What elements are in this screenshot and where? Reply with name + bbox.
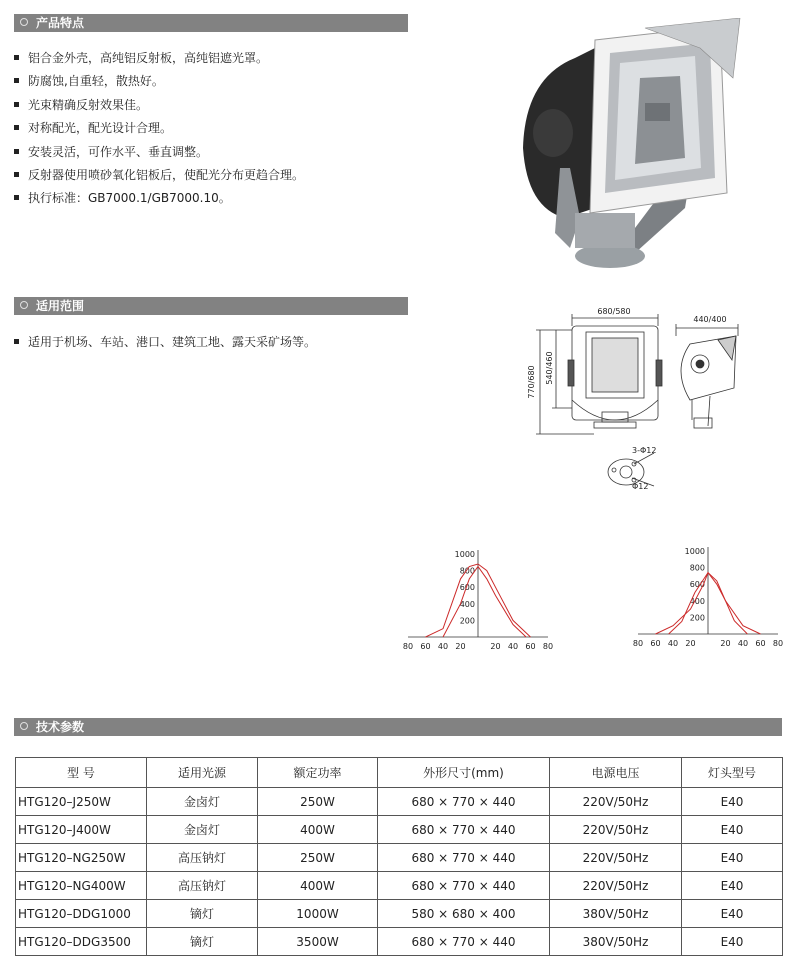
features-title: 产品特点	[36, 16, 85, 30]
table-cell: 680 × 770 × 440	[378, 872, 550, 900]
table-cell: HTG120–NG250W	[16, 844, 147, 872]
table-cell: 680 × 770 × 440	[378, 816, 550, 844]
table-cell: 680 × 770 × 440	[378, 928, 550, 956]
hole-label-single: Φ12	[632, 482, 649, 491]
y-tick-label: 800	[459, 566, 475, 576]
x-tick-label: 60	[755, 639, 766, 648]
application-section-bar	[14, 297, 408, 315]
application-title: 适用范围	[36, 299, 85, 313]
feature-list	[14, 48, 304, 212]
circle-icon	[20, 18, 28, 26]
total-height-label: 770/680	[527, 365, 536, 399]
light-distribution-chart-2	[628, 537, 788, 657]
feature-text: 反射器使用喷砂氧化铝板后，使配光分布更趋合理。	[28, 167, 305, 182]
y-tick-label: 1000	[684, 547, 705, 556]
list-item	[14, 142, 304, 165]
column-header: 型 号	[16, 758, 147, 788]
table-cell: E40	[682, 816, 783, 844]
table-cell: 380V/50Hz	[550, 900, 682, 928]
table-cell: 镝灯	[147, 928, 258, 956]
table-cell: 220V/50Hz	[550, 788, 682, 816]
table-cell: 220V/50Hz	[550, 844, 682, 872]
distribution-curve	[443, 567, 526, 638]
x-tick-label: 40	[437, 642, 449, 651]
light-distribution-chart-1	[398, 540, 558, 660]
column-header: 外形尺寸(mm)	[378, 758, 550, 788]
y-tick-label: 800	[689, 563, 705, 573]
table-cell: HTG120–DDG3500	[16, 928, 147, 956]
table-header-row	[16, 758, 783, 788]
table-cell: 380V/50Hz	[550, 928, 682, 956]
y-tick-label: 600	[459, 583, 475, 593]
table-cell: 高压钠灯	[147, 872, 258, 900]
x-tick-label: 20	[490, 642, 501, 651]
list-item	[14, 188, 304, 211]
bullet-icon	[14, 78, 19, 83]
table-cell: 3500W	[258, 928, 378, 956]
list-item	[14, 332, 316, 355]
y-tick-label: 200	[459, 616, 475, 626]
table-cell: 1000W	[258, 900, 378, 928]
x-tick-label: 40	[737, 639, 749, 648]
table-cell: HTG120–J400W	[16, 816, 147, 844]
x-tick-label: 60	[420, 642, 431, 651]
spec-table	[15, 757, 783, 956]
table-row	[16, 788, 783, 816]
list-item	[14, 95, 304, 118]
y-tick-label: 600	[689, 580, 705, 590]
table-cell: E40	[682, 844, 783, 872]
x-tick-label: 80	[542, 642, 554, 651]
column-header: 电源电压	[550, 758, 682, 788]
feature-text: 安装灵活，可作水平、垂直调整。	[28, 144, 209, 159]
table-cell: 400W	[258, 816, 378, 844]
table-cell: E40	[682, 788, 783, 816]
table-cell: HTG120–DDG1000	[16, 900, 147, 928]
column-header: 适用光源	[147, 758, 258, 788]
table-cell: E40	[682, 872, 783, 900]
table-cell: 高压钠灯	[147, 844, 258, 872]
table-cell: 680 × 770 × 440	[378, 788, 550, 816]
feature-text: 铝合金外壳，高纯铝反射板，高纯铝遮光罩。	[28, 51, 269, 65]
bullet-icon	[14, 339, 19, 344]
table-cell: 250W	[258, 844, 378, 872]
table-row	[16, 816, 783, 844]
table-cell: HTG120–NG400W	[16, 872, 147, 900]
list-item	[14, 165, 304, 188]
y-tick-label: 400	[459, 599, 475, 609]
table-cell: 400W	[258, 872, 378, 900]
table-cell: E40	[682, 900, 783, 928]
specs-section-bar	[14, 718, 782, 736]
table-cell: 金卤灯	[147, 788, 258, 816]
specs-title: 技术参数	[36, 720, 85, 734]
table-cell: 220V/50Hz	[550, 872, 682, 900]
table-cell: HTG120–J250W	[16, 788, 147, 816]
floodlight-product-image	[515, 18, 745, 273]
application-list	[14, 332, 316, 355]
bullet-icon	[14, 172, 19, 177]
feature-text: 防腐蚀,自重轻，散热好。	[28, 74, 164, 89]
list-item	[14, 118, 304, 141]
hole-label-3: 3-Φ12	[632, 446, 657, 455]
x-tick-label: 20	[720, 639, 731, 648]
feature-text: 对称配光，配光设计合理。	[28, 121, 173, 136]
x-tick-label: 80	[772, 639, 784, 648]
table-cell: 250W	[258, 788, 378, 816]
table-cell: 680 × 770 × 440	[378, 844, 550, 872]
list-item	[14, 48, 304, 71]
x-tick-label: 20	[685, 639, 696, 648]
feature-text: 光束精确反射效果佳。	[28, 97, 149, 112]
table-row	[16, 928, 783, 956]
circle-icon	[20, 301, 28, 309]
bullet-icon	[14, 149, 19, 154]
x-tick-label: 60	[650, 639, 661, 648]
table-row	[16, 900, 783, 928]
table-cell: 580 × 680 × 400	[378, 900, 550, 928]
dimension-drawing	[522, 300, 762, 500]
table-cell: 镝灯	[147, 900, 258, 928]
bullet-icon	[14, 102, 19, 107]
table-row	[16, 844, 783, 872]
application-text: 适用于机场、车站、港口、建筑工地、露天采矿场等。	[28, 335, 317, 349]
table-cell: 220V/50Hz	[550, 816, 682, 844]
body-height-label: 540/460	[545, 351, 554, 385]
front-width-label: 680/580	[597, 307, 631, 316]
column-header: 灯头型号	[682, 758, 783, 788]
side-depth-label: 440/400	[693, 315, 727, 324]
x-tick-label: 80	[632, 639, 644, 648]
bullet-icon	[14, 55, 19, 60]
table-cell: 金卤灯	[147, 816, 258, 844]
y-tick-label: 400	[689, 596, 705, 606]
circle-icon	[20, 722, 28, 730]
y-tick-label: 200	[689, 613, 705, 623]
bullet-icon	[14, 125, 19, 130]
x-tick-label: 80	[402, 642, 414, 651]
table-cell: E40	[682, 928, 783, 956]
list-item	[14, 71, 304, 94]
features-section-bar	[14, 14, 408, 32]
x-tick-label: 40	[667, 639, 679, 648]
x-tick-label: 40	[507, 642, 519, 651]
bullet-icon	[14, 195, 19, 200]
table-row	[16, 872, 783, 900]
y-tick-label: 1000	[454, 550, 475, 559]
column-header: 额定功率	[258, 758, 378, 788]
feature-text: 执行标准：GB7000.1/GB7000.10。	[28, 191, 231, 206]
x-tick-label: 20	[455, 642, 466, 651]
x-tick-label: 60	[525, 642, 536, 651]
